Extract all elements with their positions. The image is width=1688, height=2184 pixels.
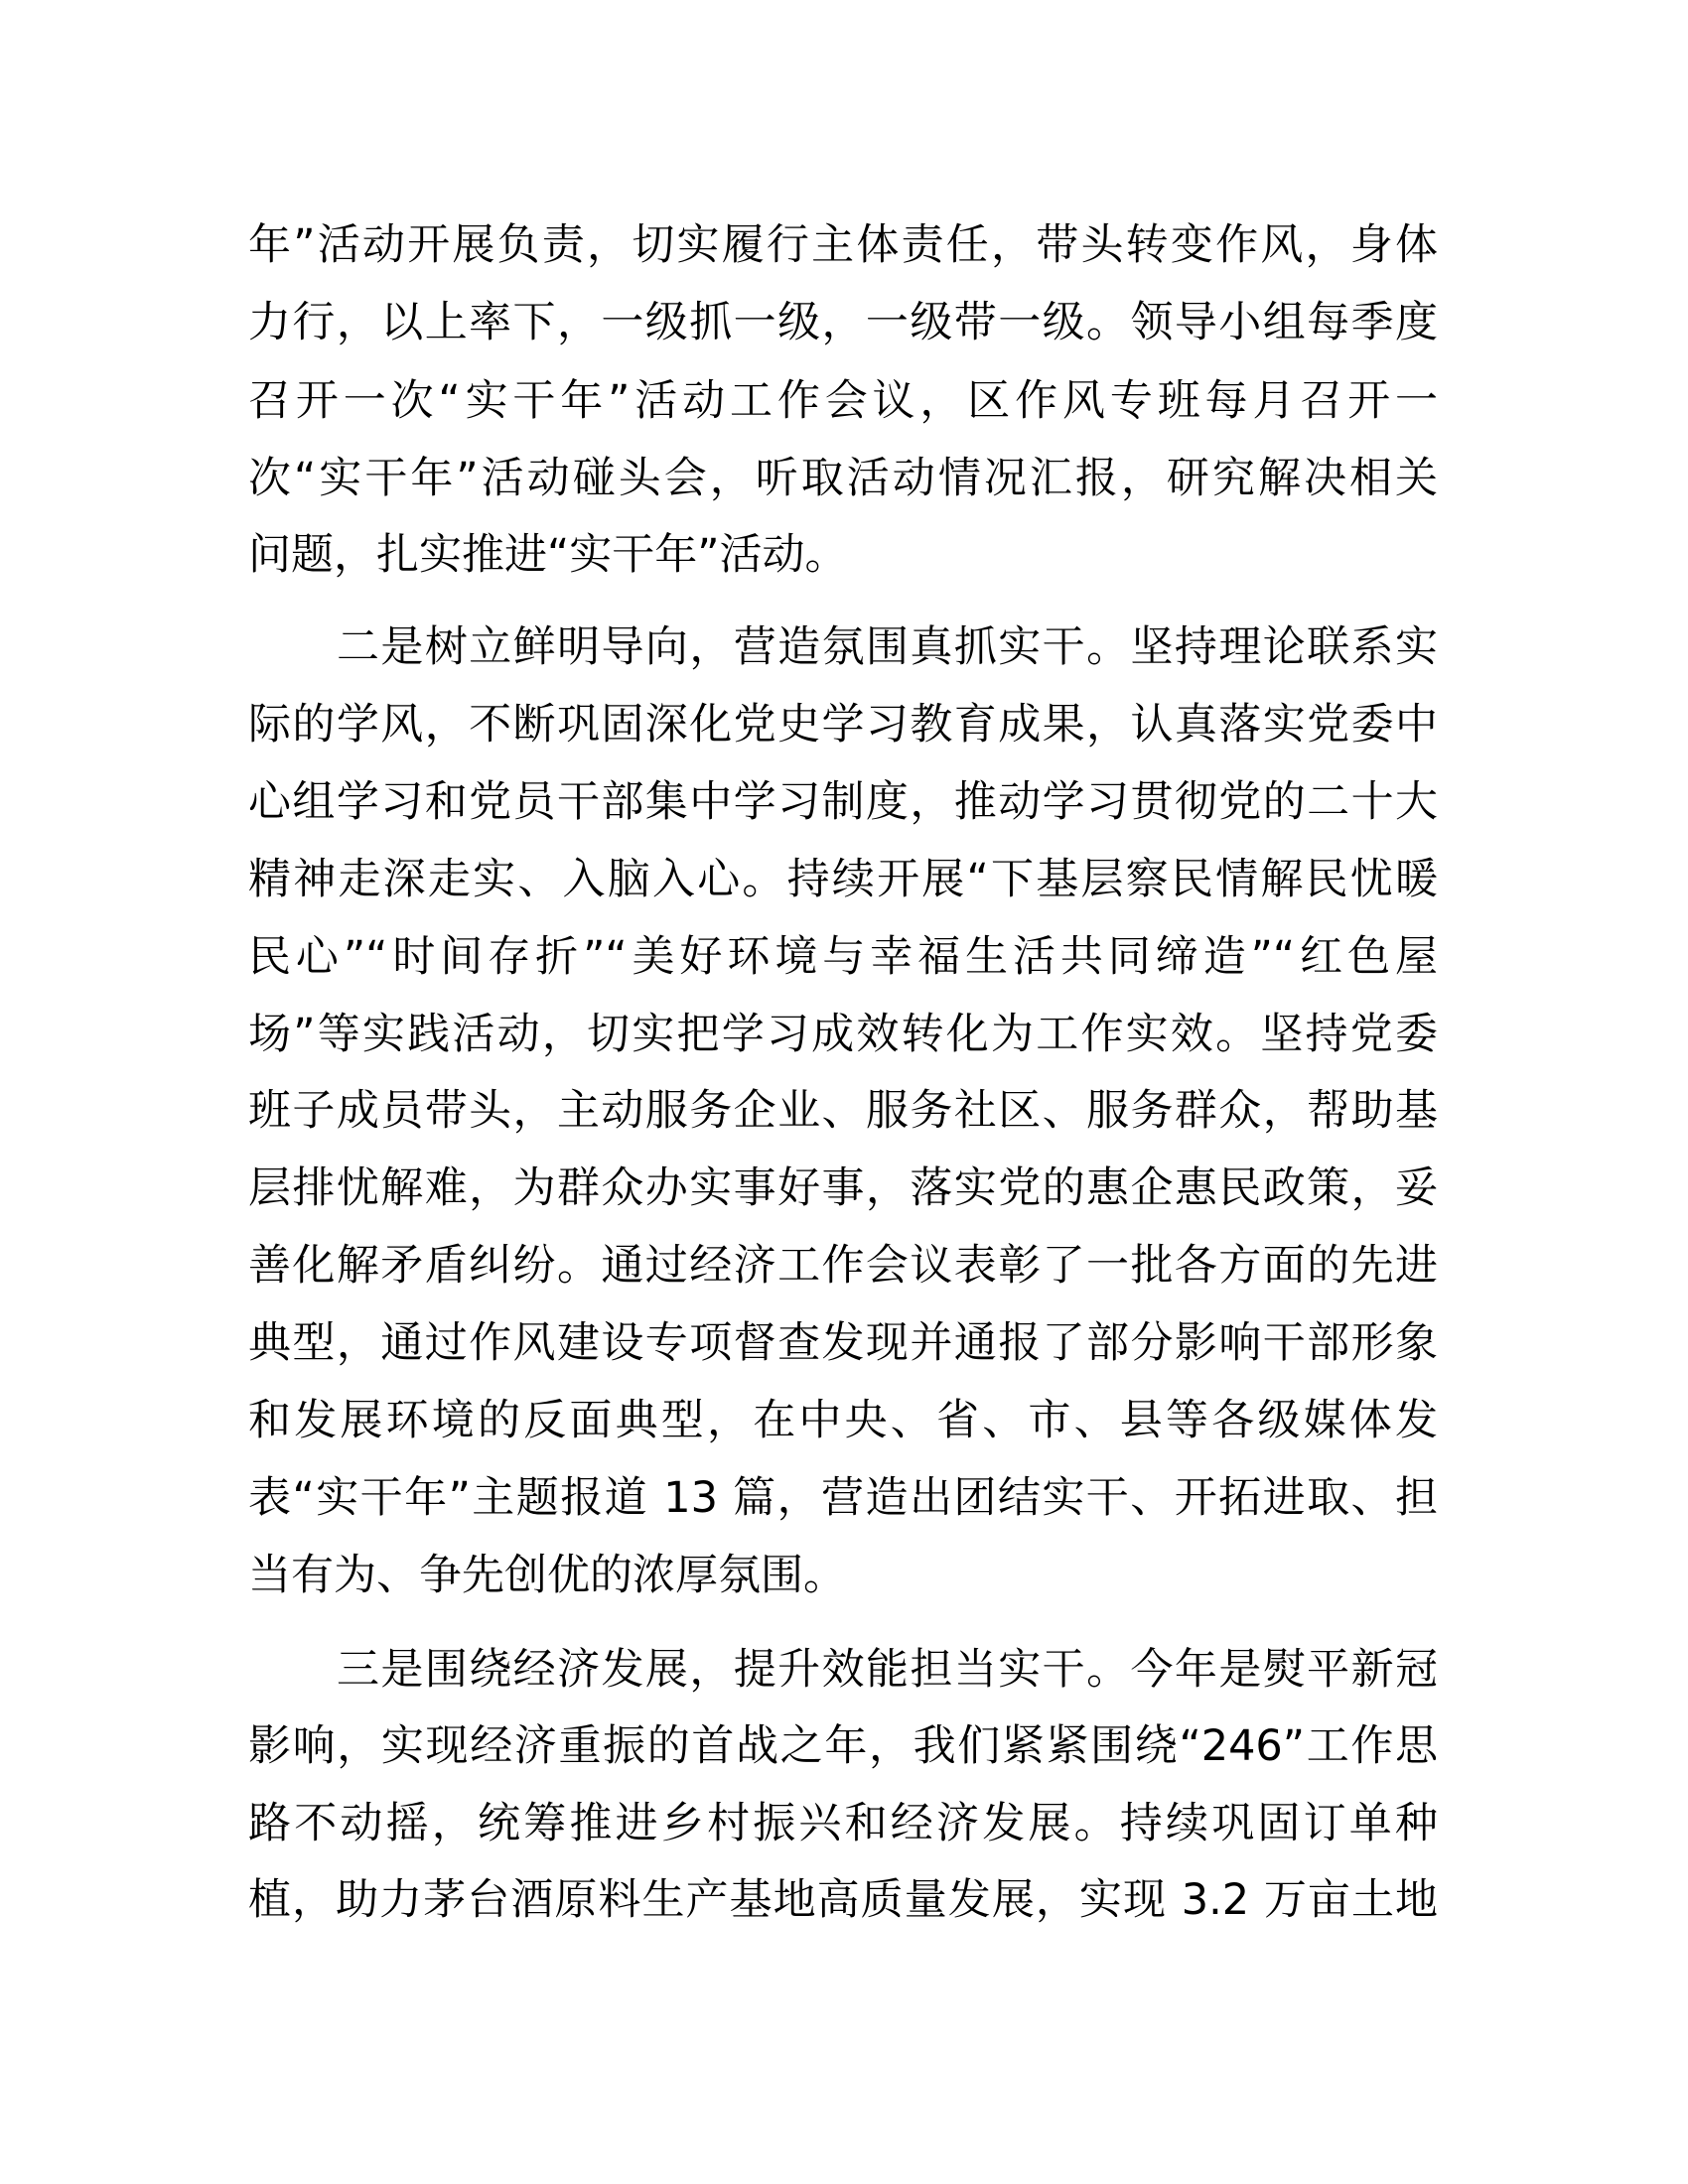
text-line: 善化解矛盾纠纷。通过经济工作会议表彰了一批各方面的先进 (248, 1241, 1438, 1291)
text-line: 层排忧解难，为群众办实事好事，落实党的惠企惠民政策，妥 (248, 1163, 1438, 1213)
text-line: 班子成员带头，主动服务企业、服务社区、服务群众，帮助基 (248, 1086, 1438, 1136)
text-line: 植，助力茅台酒原料生产基地高质量发展，实现 3.2 万亩土地 (248, 1875, 1438, 1925)
text-line: 精神走深走实、入脑入心。持续开展“下基层察民情解民忧暖 (248, 855, 1438, 904)
text-line: 典型，通过作风建设专项督查发现并通报了部分影响干部形象 (248, 1318, 1438, 1368)
text-line: 次“实干年”活动碰头会，听取活动情况汇报，研究解决相关 (248, 454, 1438, 503)
text-line: 心组学习和党员干部集中学习制度，推动学习贯彻党的二十大 (248, 777, 1438, 827)
text-line: 二是树立鲜明导向，营造氛围真抓实干。坚持理论联系实 (337, 622, 1438, 672)
text-line: 民心”“时间存折”“美好环境与幸福生活共同缔造”“红色屋 (248, 932, 1438, 982)
text-line: 影响，实现经济重振的首战之年，我们紧紧围绕“246”工作思 (248, 1721, 1438, 1771)
text-line: 表“实干年”主题报道 13 篇，营造出团结实干、开拓进取、担 (248, 1473, 1438, 1523)
text-line: 年”活动开展负责，切实履行主体责任，带头转变作风，身体 (248, 220, 1438, 270)
text-line: 当有为、争先创优的浓厚氛围。 (248, 1551, 846, 1600)
text-line: 场”等实践活动，切实把学习成效转化为工作实效。坚持党委 (248, 1010, 1438, 1059)
text-line: 际的学风，不断巩固深化党史学习教育成果，认真落实党委中 (248, 700, 1438, 750)
text-line: 召开一次“实干年”活动工作会议，区作风专班每月召开一 (248, 376, 1438, 426)
text-line: 路不动摇，统筹推进乡村振兴和经济发展。持续巩固订单种 (248, 1799, 1438, 1848)
text-line: 和发展环境的反面典型，在中央、省、市、县等各级媒体发 (248, 1396, 1438, 1445)
text-line: 三是围绕经济发展，提升效能担当实干。今年是熨平新冠 (337, 1645, 1438, 1695)
text-line: 力行，以上率下，一级抓一级，一级带一级。领导小组每季度 (248, 298, 1438, 347)
text-line: 问题，扎实推进“实干年”活动。 (248, 530, 848, 580)
